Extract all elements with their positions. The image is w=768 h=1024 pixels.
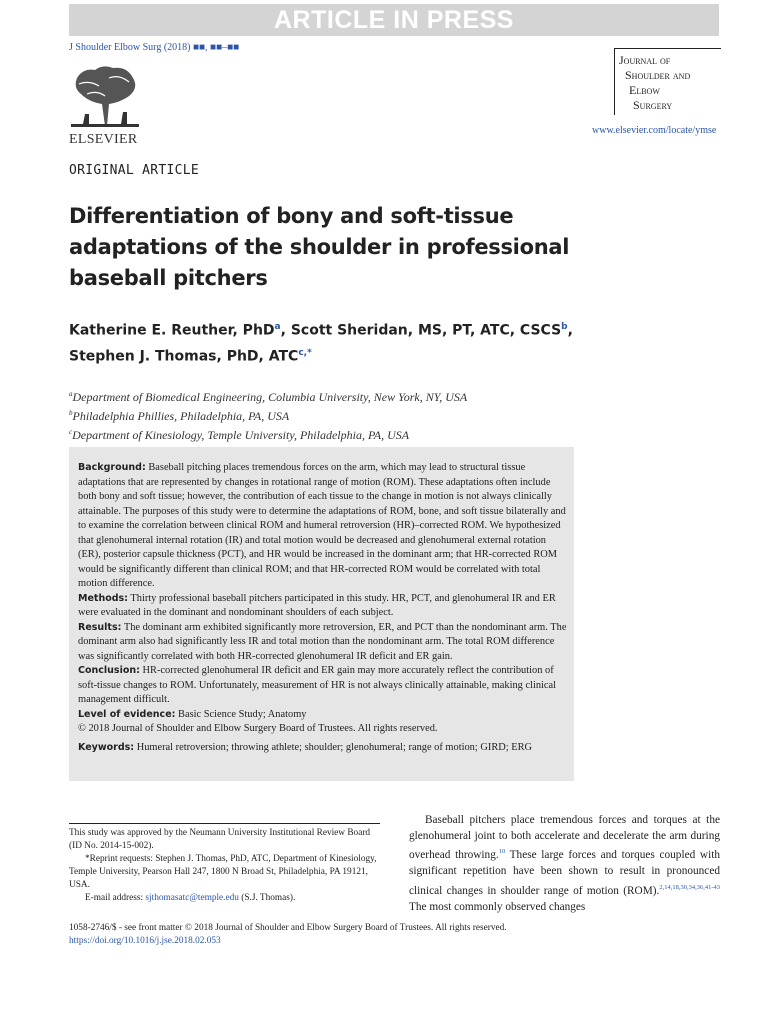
- email-owner: (S.J. Thomas).: [238, 893, 296, 903]
- author-affiliation-link[interactable]: c,*: [298, 347, 312, 358]
- methods-text: Thirty professional baseball pitchers participated in this study. HR, PCT, and glenohumeral IR and ER were evaluated in the dominant and nondominant shoulders of each subject.: [78, 592, 556, 618]
- author-affiliation-link[interactable]: a: [274, 322, 281, 332]
- journal-name-line-4: Surgery: [633, 98, 673, 112]
- abstract-keywords: [78, 741, 567, 756]
- affiliation-marker: b: [69, 409, 73, 417]
- author-name: Stephen J. Thomas, PhD, ATC: [69, 348, 299, 365]
- elsevier-tree-logo: [69, 64, 141, 130]
- abstract-box: [69, 447, 574, 781]
- approval-note: This study was approved by the Neumann University Institutional Review Board (ID No. 2014-15-002).: [69, 828, 371, 851]
- keywords-label: Keywords:: [78, 741, 135, 753]
- abstract-methods: [78, 592, 567, 621]
- publisher-name: ELSEVIER: [69, 132, 138, 147]
- author-name: Scott Sheridan, MS, PT, ATC, CSCS: [290, 322, 562, 339]
- footnotes: [69, 827, 380, 905]
- body-text-segment: These large forces and torques coupled with significant repetition have been shown to result in pronounced clinical changes in shoulder range of motion (ROM).: [409, 849, 721, 897]
- author-separator: ,: [280, 322, 291, 339]
- affiliations: [69, 386, 467, 443]
- affiliation-item: [69, 424, 467, 443]
- level-label: Level of evidence:: [78, 708, 176, 720]
- article-in-press-banner: ARTICLE IN PRESS: [69, 4, 719, 36]
- reference-link[interactable]: 10: [498, 848, 506, 856]
- conclusion-label: Conclusion:: [78, 665, 140, 676]
- author-list: [69, 316, 589, 367]
- email-link[interactable]: sjthomasatc@temple.edu: [145, 893, 239, 903]
- abstract-conclusion: [78, 664, 567, 708]
- journal-name-line-1: Journal of: [619, 53, 671, 67]
- keywords-text: Humeral retroversion; throwing athlete; shoulder; glenohumeral; range of motion; GIRD; ERG: [136, 741, 533, 753]
- article-title: Differentiation of bony and soft-tissue adaptations of the shoulder in professional baseball pitchers: [69, 204, 570, 290]
- email-label: E-mail address:: [85, 893, 146, 903]
- journal-name-line-2: Shoulder and: [625, 68, 691, 82]
- affiliation-item: [69, 386, 467, 405]
- author-name: Katherine E. Reuther, PhD: [69, 322, 275, 339]
- author-affiliation-link[interactable]: b: [561, 322, 568, 332]
- journal-rule: [594, 48, 614, 49]
- body-text-segment: The most commonly observed changes: [409, 900, 586, 913]
- body-text-segment: Baseball pitchers place tremendous forces and torques at the glenohumeral joint to both accelerate and decelerate the arm during overhead throwing.: [409, 814, 720, 862]
- results-text: The dominant arm exhibited significantly more retroversion, ER, and PCT than the nondominant arm. The dominant arm also had significantly less IR and total motion than the nondominant arm. The total ROM difference was significantly correlated with both HR-corrected glenohumeral IR deficit and ER gain.: [78, 621, 567, 662]
- affiliation-text: Department of Biomedical Engineering, Columbia University, New York, NY, USA: [72, 390, 468, 404]
- abstract-results: [78, 621, 567, 665]
- affiliation-text: Philadelphia Phillies, Philadelphia, PA, USA: [72, 409, 290, 423]
- body-text: [409, 812, 720, 915]
- background-label: Background:: [78, 462, 146, 473]
- results-label: Results:: [78, 621, 122, 633]
- journal-name-block: [614, 48, 721, 115]
- conclusion-text: HR-corrected glenohumeral IR deficit and ER gain may more accurately reflect the contribution of soft-tissue changes to ROM. Unfortunately, measurement of HR is not always clinically attainable, making clinical management difficult.: [78, 665, 557, 705]
- reprint-note: *Reprint requests: Stephen J. Thomas, PhD, ATC, Department of Kinesiology, Temple University, Pearson Hall 247, 1800 N Broad St, Philadelphia, PA 19121, USA.: [69, 854, 377, 890]
- abstract-level: [78, 708, 567, 723]
- affiliation-marker: c: [69, 428, 73, 436]
- front-matter-note: 1058-2746/$ - see front matter © 2018 Journal of Shoulder and Elbow Surgery Board of Trustees. All rights reserved.: [69, 923, 507, 933]
- affiliation-text: Department of Kinesiology, Temple University, Philadelphia, PA, USA: [72, 428, 410, 442]
- level-text: Basic Science Study; Anatomy: [178, 708, 307, 720]
- affiliation-item: [69, 405, 467, 424]
- section-label: ORIGINAL ARTICLE: [69, 163, 200, 178]
- journal-name-line-3: Elbow: [629, 83, 660, 97]
- author-separator: ,: [567, 322, 573, 339]
- background-text: Baseball pitching places tremendous forces on the arm, which may lead to structural tissue adaptations that are represented by changes in rotational range of motion (ROM). These adaptations often include both bony and soft tissue; however, the contribution of each tissue to the change in motion is not always clinically attainable. The purposes of this study were to determine the adaptations of ROM, bone, and soft tissue bilaterally and to examine the correlation between clinical ROM and humeral retroversion (HR)–corrected ROM. We hypothesized that glenohumeral internal rotation (IR) and total motion would be decreased and glenohumeral external rotation (ER), posterior capsule thickness (PCT), and HR would be increased in the dominant arm; that HR-corrected ROM would be significantly different than clinical ROM; and that HR-corrected ROM would be correlated with total motion difference.: [78, 462, 566, 589]
- abstract-background: [78, 461, 567, 592]
- affiliation-marker: a: [69, 390, 73, 398]
- email-note: [69, 892, 380, 905]
- footnote-divider: [69, 823, 380, 824]
- methods-label: Methods:: [78, 592, 128, 604]
- journal-url-link[interactable]: www.elsevier.com/locate/ymse: [592, 125, 717, 136]
- abstract-copyright: © 2018 Journal of Shoulder and Elbow Surgery Board of Trustees. All rights reserved.: [78, 723, 438, 734]
- journal-citation[interactable]: J Shoulder Elbow Surg (2018) ■■, ■■–■■: [69, 42, 240, 53]
- doi-link[interactable]: https://doi.org/10.1016/j.jse.2018.02.053: [69, 936, 221, 946]
- reference-link[interactable]: 2,14,18,30,34,36,41-43: [659, 883, 720, 891]
